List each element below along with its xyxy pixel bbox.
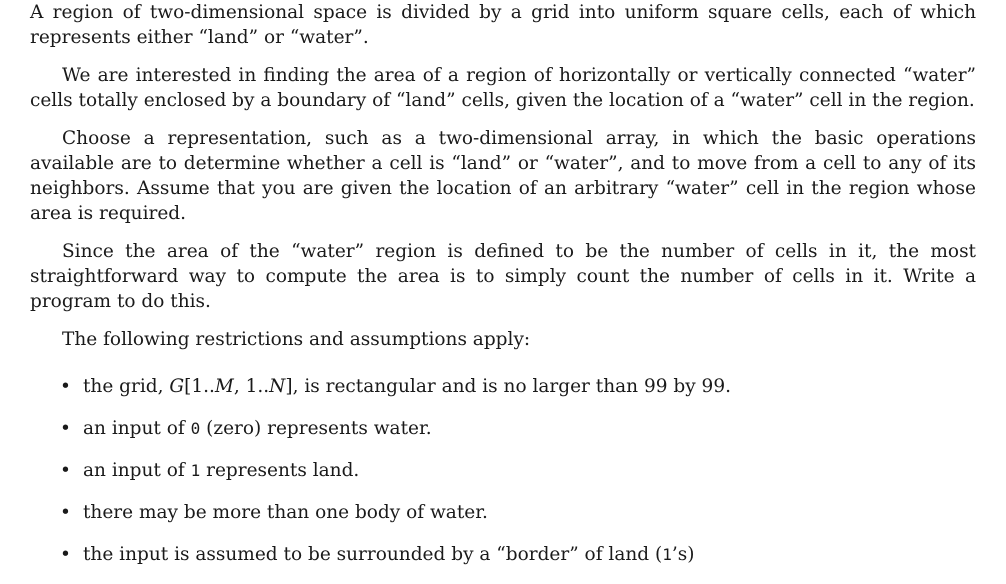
list-item-text: the grid, G[1..M, 1..N], is rectangular and is no larger than 99 by 99. bbox=[83, 376, 731, 397]
list-item-text: the input is assumed to be surrounded by a “border” of land (1’s) bbox=[83, 544, 695, 565]
paragraph-representation: Choose a representation, such as a two-dimensional array, in which the basic operations available are to determine whether a cell is “land” or “water”, and to move from a cell to any of its neighbors. Assume that you are given the location of an arbitrary “water” cell in the region whose area is required. bbox=[30, 128, 976, 224]
list-item-water-input bbox=[30, 416, 976, 441]
list-item-grid-size bbox=[30, 374, 976, 399]
bullet-icon: • bbox=[60, 418, 71, 439]
paragraph-intro: A region of two-dimensional space is divided by a grid into uniform square cells, each of which represents either “land” or “water”. bbox=[30, 2, 976, 48]
paragraph-task: Since the area of the “water” region is defined to be the number of cells in it, the most straightforward way to compute the area is to simply count the number of cells in it. Write a program to do this. bbox=[30, 241, 976, 312]
list-item-text: an input of 1 represents land. bbox=[83, 460, 360, 481]
document-body bbox=[30, 0, 976, 584]
paragraph-restrictions-intro: The following restrictions and assumptions apply: bbox=[62, 329, 531, 350]
restrictions-list bbox=[30, 374, 976, 567]
math-dim-m: M bbox=[214, 376, 234, 397]
list-item-multiple-bodies bbox=[30, 500, 976, 525]
code-zero: 0 bbox=[190, 419, 201, 438]
list-item-text: there may be more than one body of water. bbox=[83, 502, 488, 523]
math-grid-name: G bbox=[169, 376, 185, 397]
bullet-icon: • bbox=[60, 502, 71, 523]
bullet-icon: • bbox=[60, 544, 71, 565]
paragraph-problem: We are interested in finding the area of a region of horizontally or vertically connected “water” cells totally enclosed by a boundary of “land” cells, given the location of a “water” cell in the region. bbox=[30, 65, 976, 111]
list-item-land-input bbox=[30, 458, 976, 483]
math-dim-n: N bbox=[269, 376, 286, 397]
list-item-text: an input of 0 (zero) represents water. bbox=[83, 418, 432, 439]
code-one: 1 bbox=[662, 545, 672, 564]
list-item-border bbox=[30, 542, 976, 567]
bullet-icon: • bbox=[60, 376, 71, 397]
bullet-icon: • bbox=[60, 460, 71, 481]
code-one: 1 bbox=[190, 461, 201, 480]
